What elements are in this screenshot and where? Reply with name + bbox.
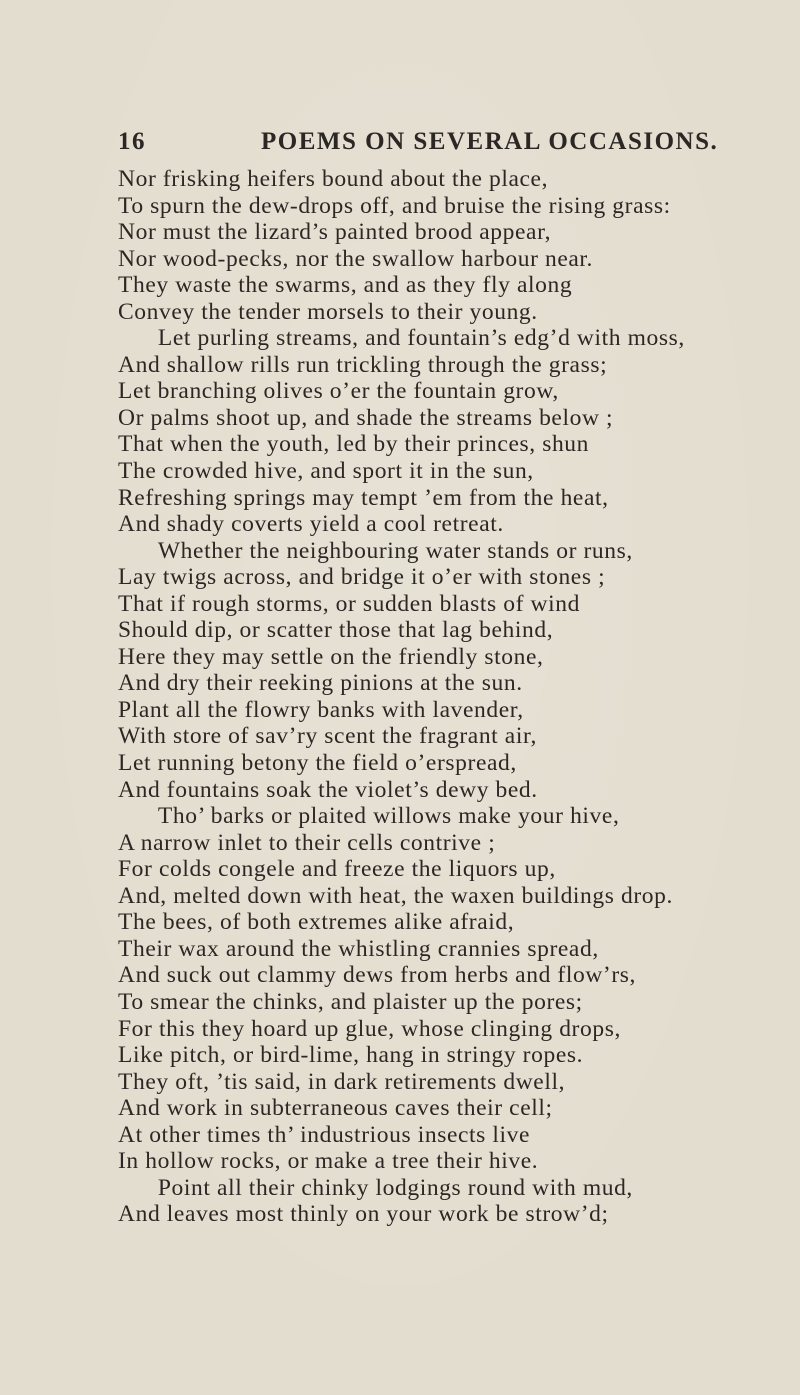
poem-line: And work in subterraneous caves their cell; xyxy=(118,1095,553,1122)
poem-line: Nor frisking heifers bound about the place, xyxy=(118,166,549,192)
poem-line: A narrow inlet to their cells contrive ; xyxy=(118,829,496,856)
poem-line: In hollow rocks, or make a tree their hive. xyxy=(118,1148,539,1175)
poem-line: And suck out clammy dews from herbs and flow’rs, xyxy=(118,962,637,989)
poem-line: Let running betony the field o’erspread, xyxy=(118,750,517,777)
poem-line: Point all their chinky lodgings round with mud, xyxy=(157,1174,633,1201)
poem-line: And, melted down with heat, the waxen buildings drop. xyxy=(118,882,674,909)
poem-line: For colds congele and freeze the liquors up, xyxy=(118,856,556,883)
poem-line: Or palms shoot up, and shade the streams below ; xyxy=(118,404,614,431)
poem-line: And fountains soak the violet’s dewy bed. xyxy=(118,776,538,803)
poem-line: At other times th’ industrious insects live xyxy=(118,1121,531,1148)
poem-line: Plant all the flowry banks with lavender, xyxy=(118,696,524,723)
poem-line: Refreshing springs may tempt ’em from the heat, xyxy=(118,484,609,511)
poem-line: With store of sav’ry scent the fragrant air, xyxy=(118,723,537,750)
poem-line: Their wax around the whistling crannies spread, xyxy=(118,935,599,962)
poem-line: Tho’ barks or plaited willows make your hive, xyxy=(157,803,620,830)
poem-line: And shallow rills run trickling through the grass; xyxy=(118,351,608,378)
page-number: 16 xyxy=(118,128,146,155)
poem-line: For this they hoard up glue, whose clinging drops, xyxy=(118,1015,621,1042)
poem-line: Here they may settle on the friendly stone, xyxy=(118,643,544,670)
poem-line: They waste the swarms, and as they fly along xyxy=(118,272,573,299)
poem-line: Should dip, or scatter those that lag behind, xyxy=(118,617,554,644)
poem-line: Whether the neighbouring water stands or runs, xyxy=(157,537,633,564)
poem-line: Lay twigs across, and bridge it o’er with stones ; xyxy=(118,564,606,591)
poem-line: And shady coverts yield a cool retreat. xyxy=(118,511,504,538)
poem-text xyxy=(118,166,798,1228)
poem-line: To spurn the dew-drops off, and bruise the rising grass: xyxy=(118,192,671,219)
running-head xyxy=(118,128,768,168)
poem-line: To smear the chinks, and plaister up the pores; xyxy=(118,988,583,1015)
poem-line: Nor wood-pecks, nor the swallow harbour near. xyxy=(118,245,594,272)
poem-line: Convey the tender morsels to their young. xyxy=(118,298,538,325)
poem-line: Let branching olives o’er the fountain grow, xyxy=(118,378,559,405)
poem-line: That when the youth, led by their princes, shun xyxy=(118,431,590,458)
poem-line: The crowded hive, and sport it in the sun, xyxy=(118,458,534,485)
poem-line: Nor must the lizard’s painted brood appear, xyxy=(118,219,552,246)
poem-line: And dry their reeking pinions at the sun. xyxy=(118,670,523,697)
poem-line: And leaves most thinly on your work be strow’d; xyxy=(118,1201,609,1228)
poem-line: The bees, of both extremes alike afraid, xyxy=(118,909,515,936)
poem-line: Let purling streams, and fountain’s edg’d with moss, xyxy=(157,325,685,352)
poem-line: Like pitch, or bird-lime, hang in stringy ropes. xyxy=(118,1042,584,1069)
running-title: POEMS ON SEVERAL OCCASIONS. xyxy=(261,128,719,155)
poem-line: They oft, ’tis said, in dark retirements dwell, xyxy=(118,1068,566,1095)
poem-line: That if rough storms, or sudden blasts of wind xyxy=(118,590,581,617)
